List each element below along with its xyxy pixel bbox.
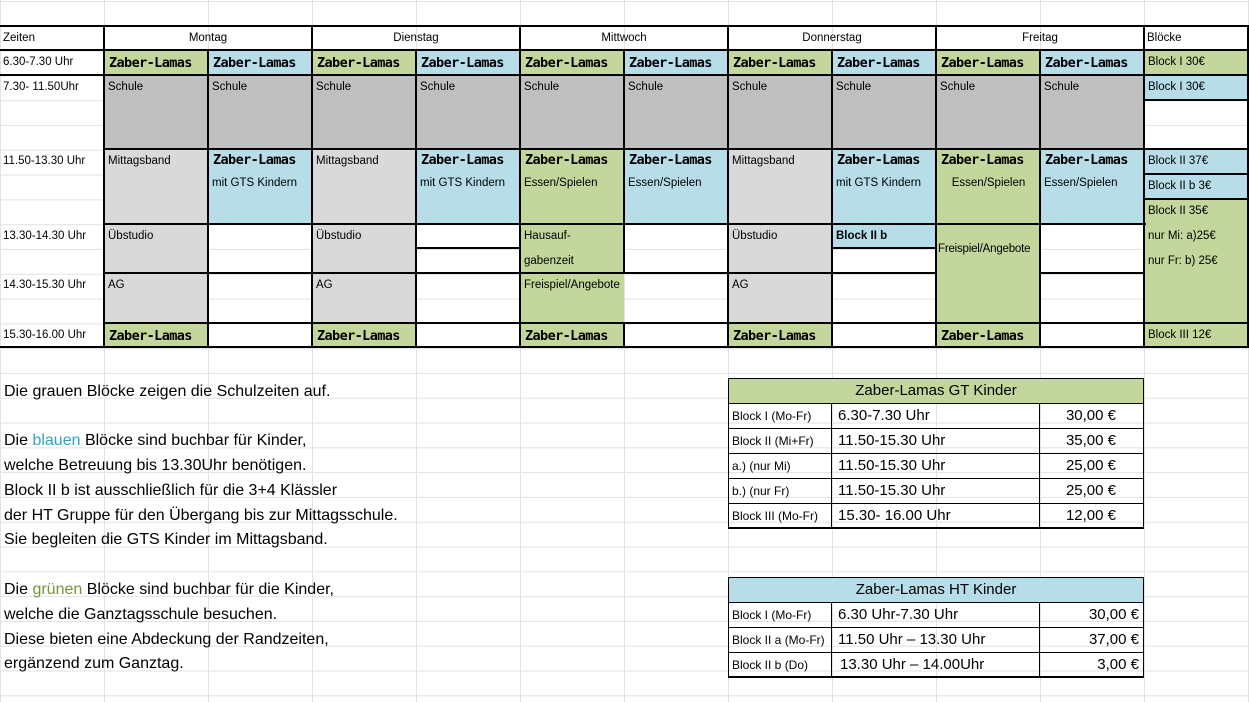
ht-row-label[interactable]: Block II b (Do)	[732, 658, 809, 672]
gt-row-label[interactable]: Block I (Mo-Fr)	[732, 409, 812, 423]
wed-homework[interactable]	[521, 225, 624, 273]
wed-school-2[interactable]: Schule	[625, 76, 728, 148]
tue-lunch-band[interactable]: Mittagsband	[313, 150, 416, 223]
note-blue-1[interactable]	[4, 431, 306, 451]
wed-homework-2: gabenzeit	[524, 255, 574, 267]
fri-lunch-care[interactable]	[937, 150, 1040, 223]
mon-lunch-care[interactable]	[209, 150, 312, 223]
tue-lunch-care[interactable]	[417, 150, 520, 223]
thu-ag[interactable]: AG	[729, 274, 832, 322]
gt-row-time[interactable]: 6.30-7.30 Uhr	[838, 407, 930, 424]
ht-row-time[interactable]: 11.50 Uhr – 13.30 Uhr	[838, 631, 986, 648]
gt-row-time[interactable]: 11.50-15.30 Uhr	[838, 482, 946, 499]
wed-free-play[interactable]: Freispiel/Angebote	[521, 274, 624, 322]
gt-row-label[interactable]: b.) (nur Fr)	[732, 484, 790, 498]
gt-row-price[interactable]: 12,00 €	[1065, 507, 1116, 524]
thu-lunch-brand: Zaber-Lamas	[837, 152, 920, 168]
header-blocks[interactable]: Blöcke	[1147, 32, 1182, 44]
header-wednesday[interactable]: Mittwoch	[601, 32, 647, 44]
block-i-gt[interactable]: Block I 30€	[1145, 51, 1248, 74]
tue-early-care[interactable]: Zaber-Lamas	[313, 51, 416, 74]
fri-school-2[interactable]: Schule	[1041, 76, 1144, 148]
wed-lunch-care-ht[interactable]	[625, 150, 728, 223]
gt-row-time[interactable]: 11.50-15.30 Uhr	[838, 457, 946, 474]
wed-lunch-care[interactable]	[521, 150, 624, 223]
mon-lunch-band[interactable]: Mittagsband	[105, 150, 208, 223]
gt-row-label[interactable]: a.) (nur Mi)	[732, 459, 791, 473]
wed-early-care-ht[interactable]: Zaber-Lamas	[625, 51, 728, 74]
header-monday[interactable]: Montag	[188, 32, 228, 44]
header-friday[interactable]: Freitag	[1022, 32, 1058, 44]
wed-homework-1: Hausauf-	[524, 230, 571, 242]
gt-price-title[interactable]: Zaber-Lamas GT Kinder	[729, 379, 1143, 403]
fri-lunch-care-ht[interactable]	[1041, 150, 1144, 223]
thu-school-1[interactable]: Schule	[729, 76, 832, 148]
note-green-3[interactable]: Diese bieten eine Abdeckung der Randzeiten,	[4, 631, 329, 648]
time-slot-6[interactable]: 15.30-16.00 Uhr	[3, 329, 87, 341]
mon-early-care[interactable]: Zaber-Lamas	[105, 51, 208, 74]
thu-lunch-band[interactable]: Mittagsband	[729, 150, 832, 223]
fri-lunch-food: Essen/Spielen	[951, 177, 1026, 189]
mon-school-2[interactable]: Schule	[209, 76, 312, 148]
mon-lunch-brand: Zaber-Lamas	[213, 152, 296, 168]
note-blue-3[interactable]: Block II b ist ausschließlich für die 3+4 Klässler	[4, 482, 338, 499]
wed-lunch-food: Essen/Spielen	[524, 177, 598, 189]
fri-late-care[interactable]: Zaber-Lamas	[937, 324, 1040, 347]
fri-lunch-brand-ht: Zaber-Lamas	[1045, 152, 1128, 168]
wed-lunch-brand-ht: Zaber-Lamas	[629, 152, 712, 168]
ht-price-title[interactable]: Zaber-Lamas HT Kinder	[729, 578, 1143, 602]
thu-early-care[interactable]: Zaber-Lamas	[729, 51, 832, 74]
tue-lunch-brand: Zaber-Lamas	[421, 152, 504, 168]
mon-school-1[interactable]: Schule	[105, 76, 208, 148]
note-blue-5[interactable]: Sie begleiten die GTS Kinder im Mittagsband.	[4, 531, 328, 548]
tue-ag[interactable]: AG	[313, 274, 416, 322]
note-gray-blocks[interactable]: Die grauen Blöcke zeigen die Schulzeiten auf.	[4, 383, 331, 400]
note-blue-2[interactable]: welche Betreuung bis 13.30Uhr benötigen.	[4, 457, 307, 474]
tue-school-1[interactable]: Schule	[313, 76, 416, 148]
gt-row-label[interactable]: Block II (Mi+Fr)	[732, 434, 814, 448]
block-iib-ht[interactable]: Block II b 3€	[1145, 175, 1248, 198]
wed-lunch-brand: Zaber-Lamas	[525, 152, 608, 168]
tue-late-care[interactable]: Zaber-Lamas	[313, 324, 416, 347]
time-slot-1[interactable]: 6.30-7.30 Uhr	[3, 56, 74, 68]
time-slot-2[interactable]: 7.30- 11.50Uhr	[3, 81, 79, 93]
note-green-4[interactable]: ergänzend zum Ganztag.	[4, 655, 184, 672]
tue-early-care-ht[interactable]: Zaber-Lamas	[417, 51, 520, 74]
block-iii-gt[interactable]: Block III 12€	[1145, 324, 1248, 347]
time-slot-5[interactable]: 14.30-15.30 Uhr	[3, 279, 87, 291]
ht-row-time[interactable]: 13.30 Uhr – 14.00Uhr	[840, 656, 985, 673]
block-ii-ht[interactable]: Block II 37€	[1145, 150, 1248, 173]
ht-row-label[interactable]: Block II a (Mo-Fr)	[732, 633, 825, 647]
block-i-ht[interactable]: Block I 30€	[1145, 76, 1248, 99]
thu-lunch-gts: mit GTS Kindern	[836, 177, 921, 189]
note-green-2[interactable]: welche die Ganztagsschule besuchen.	[4, 606, 278, 623]
fri-lunch-brand: Zaber-Lamas	[941, 152, 1024, 168]
block-ii-gt-fri: nur Fr: b) 25€	[1148, 255, 1218, 267]
note-blue-pre: Die	[4, 432, 33, 449]
mon-study[interactable]: Übstudio	[105, 225, 208, 273]
mon-lunch-gts: mit GTS Kindern	[212, 177, 297, 189]
wed-late-care[interactable]: Zaber-Lamas	[521, 324, 624, 347]
note-green-1[interactable]	[4, 580, 334, 600]
mon-ag[interactable]: AG	[105, 274, 208, 322]
gt-row-price[interactable]: 30,00 €	[1065, 407, 1116, 424]
time-slot-3[interactable]: 11.50-13.30 Uhr	[3, 155, 86, 167]
fri-early-care[interactable]: Zaber-Lamas	[937, 51, 1040, 74]
gt-row-price[interactable]: 25,00 €	[1065, 482, 1116, 499]
block-ii-gt-label: Block II 35€	[1148, 205, 1209, 217]
wed-early-care[interactable]: Zaber-Lamas	[521, 51, 624, 74]
block-ii-gt[interactable]	[1145, 200, 1248, 322]
gt-row-price[interactable]: 25,00 €	[1065, 457, 1116, 474]
thu-lunch-care[interactable]	[833, 150, 936, 223]
header-tuesday[interactable]: Dienstag	[393, 32, 439, 44]
note-blue-word: blauen	[32, 432, 81, 449]
note-blue-post: Blöcke sind buchbar für Kinder,	[80, 432, 307, 449]
thu-study[interactable]: Übstudio	[729, 225, 832, 273]
thu-block-iib[interactable]: Block II b	[833, 225, 936, 248]
fri-early-care-ht[interactable]: Zaber-Lamas	[1041, 51, 1144, 74]
note-blue-4[interactable]: der HT Gruppe für den Übergang bis zur Mittagsschule.	[4, 507, 398, 524]
ht-row-time[interactable]: 6.30 Uhr-7.30 Uhr	[838, 606, 959, 623]
ht-row-price[interactable]: 37,00 €	[1088, 631, 1139, 648]
thu-school-2[interactable]: Schule	[833, 76, 936, 148]
block-ii-gt-wed: nur Mi: a)25€	[1148, 230, 1216, 242]
thu-early-care-ht[interactable]: Zaber-Lamas	[833, 51, 936, 74]
wed-school-1[interactable]: Schule	[521, 76, 624, 148]
note-green-pre: Die	[4, 581, 33, 598]
fri-lunch-food-ht: Essen/Spielen	[1044, 177, 1118, 189]
note-green-word: grünen	[32, 581, 83, 598]
wed-lunch-food-ht: Essen/Spielen	[628, 177, 702, 189]
gt-row-time[interactable]: 15.30- 16.00 Uhr	[838, 507, 951, 524]
fri-free-play[interactable]: Freispiel/Angebote	[937, 225, 1040, 322]
tue-lunch-gts: mit GTS Kindern	[420, 177, 505, 189]
mon-early-care-ht[interactable]: Zaber-Lamas	[209, 51, 312, 74]
gt-row-price[interactable]: 35,00 €	[1065, 432, 1116, 449]
ht-row-price[interactable]: 30,00 €	[1088, 606, 1139, 623]
time-slot-4[interactable]: 13.30-14.30 Uhr	[3, 230, 87, 242]
thu-late-care[interactable]: Zaber-Lamas	[729, 324, 832, 347]
fri-school-1[interactable]: Schule	[937, 76, 1040, 148]
header-thursday[interactable]: Donnerstag	[802, 32, 862, 44]
header-times[interactable]: Zeiten	[3, 32, 35, 44]
ht-row-label[interactable]: Block I (Mo-Fr)	[732, 608, 812, 622]
gt-row-label[interactable]: Block III (Mo-Fr)	[732, 509, 818, 523]
gt-row-time[interactable]: 11.50-15.30 Uhr	[838, 432, 946, 449]
tue-study[interactable]: Übstudio	[313, 225, 416, 273]
note-green-post: Blöcke sind buchbar für die Kinder,	[82, 581, 334, 598]
mon-late-care[interactable]: Zaber-Lamas	[105, 324, 208, 347]
ht-row-price[interactable]: 3,00 €	[1097, 656, 1139, 673]
tue-school-2[interactable]: Schule	[417, 76, 520, 148]
